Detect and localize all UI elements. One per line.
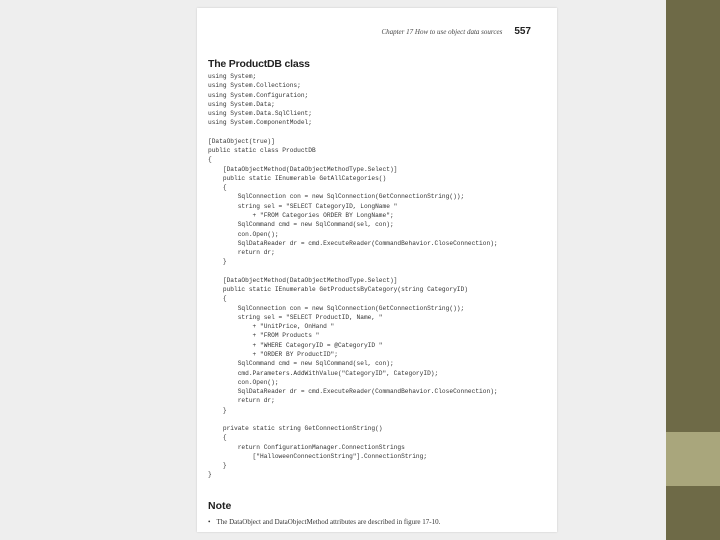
code-line: cmd.Parameters.AddWithValue("CategoryID", CategoryID); — [208, 369, 439, 377]
code-line: public static class ProductDB — [208, 147, 316, 155]
code-line: [DataObject(true)] — [208, 137, 275, 145]
code-line: SqlConnection con = new SqlConnection(GetConnectionString()); — [208, 304, 465, 312]
code-line — [208, 267, 548, 276]
bullet-icon: • — [208, 518, 211, 526]
code-line: ["HalloweenConnectionString"].ConnectionString; — [208, 452, 428, 460]
code-line — [208, 415, 548, 424]
code-line: con.Open(); — [208, 378, 279, 386]
note-list-item — [208, 518, 440, 526]
code-line: + "FROM Products " — [208, 332, 320, 340]
sidebar-band-top — [666, 0, 720, 432]
note-text: The DataObject and DataObjectMethod attributes are described in figure 17-10. — [216, 518, 441, 526]
code-line: return dr; — [208, 397, 275, 405]
code-line: using System.ComponentModel; — [208, 119, 312, 127]
section-title: The ProductDB class — [208, 58, 310, 70]
code-line: private static string GetConnectionString() — [208, 425, 383, 433]
code-line: using System.Collections; — [208, 82, 301, 90]
code-line: return dr; — [208, 249, 275, 257]
code-line: [DataObjectMethod(DataObjectMethodType.Select)] — [208, 165, 398, 173]
note-heading: Note — [208, 500, 232, 512]
code-line: } — [208, 406, 227, 414]
code-line: + "UnitPrice, OnHand " — [208, 323, 335, 331]
code-line: using System.Data.SqlClient; — [208, 110, 312, 118]
code-line: string sel = "SELECT CategoryID, LongName " — [208, 202, 398, 210]
code-line: using System.Configuration; — [208, 91, 309, 99]
code-line: SqlConnection con = new SqlConnection(GetConnectionString()); — [208, 193, 465, 201]
code-line: { — [208, 156, 212, 164]
code-line: { — [208, 295, 227, 303]
code-line: SqlDataReader dr = cmd.ExecuteReader(CommandBehavior.CloseConnection); — [208, 388, 498, 396]
code-line: } — [208, 471, 212, 479]
code-line: [DataObjectMethod(DataObjectMethodType.Select)] — [208, 276, 398, 284]
code-line: } — [208, 258, 227, 266]
code-line: + "ORDER BY ProductID"; — [208, 350, 338, 358]
code-line: public static IEnumerable GetAllCategories() — [208, 174, 387, 182]
code-line: { — [208, 184, 227, 192]
sidebar-band-accent — [666, 432, 720, 486]
code-line: con.Open(); — [208, 230, 279, 238]
sidebar-band-bottom — [666, 486, 720, 540]
code-line: string sel = "SELECT ProductID, Name, " — [208, 313, 383, 321]
running-head-text: Chapter 17 How to use object data sources — [381, 28, 503, 36]
running-head — [381, 26, 531, 37]
code-line — [208, 128, 548, 137]
code-line: return ConfigurationManager.ConnectionStrings — [208, 443, 405, 451]
code-line: SqlDataReader dr = cmd.ExecuteReader(CommandBehavior.CloseConnection); — [208, 239, 498, 247]
code-line: + "WHERE CategoryID = @CategoryID " — [208, 341, 383, 349]
code-line: } — [208, 462, 227, 470]
book-page — [197, 8, 557, 532]
code-line: { — [208, 434, 227, 442]
code-line: SqlCommand cmd = new SqlCommand(sel, con); — [208, 221, 394, 229]
code-line: SqlCommand cmd = new SqlCommand(sel, con); — [208, 360, 394, 368]
code-line: public static IEnumerable GetProductsByCategory(string CategoryID) — [208, 286, 468, 294]
code-line: using System.Data; — [208, 100, 275, 108]
page-number: 557 — [514, 26, 531, 37]
code-line: + "FROM Categories ORDER BY LongName"; — [208, 211, 394, 219]
code-line: using System; — [208, 73, 257, 80]
code-listing — [208, 72, 548, 480]
